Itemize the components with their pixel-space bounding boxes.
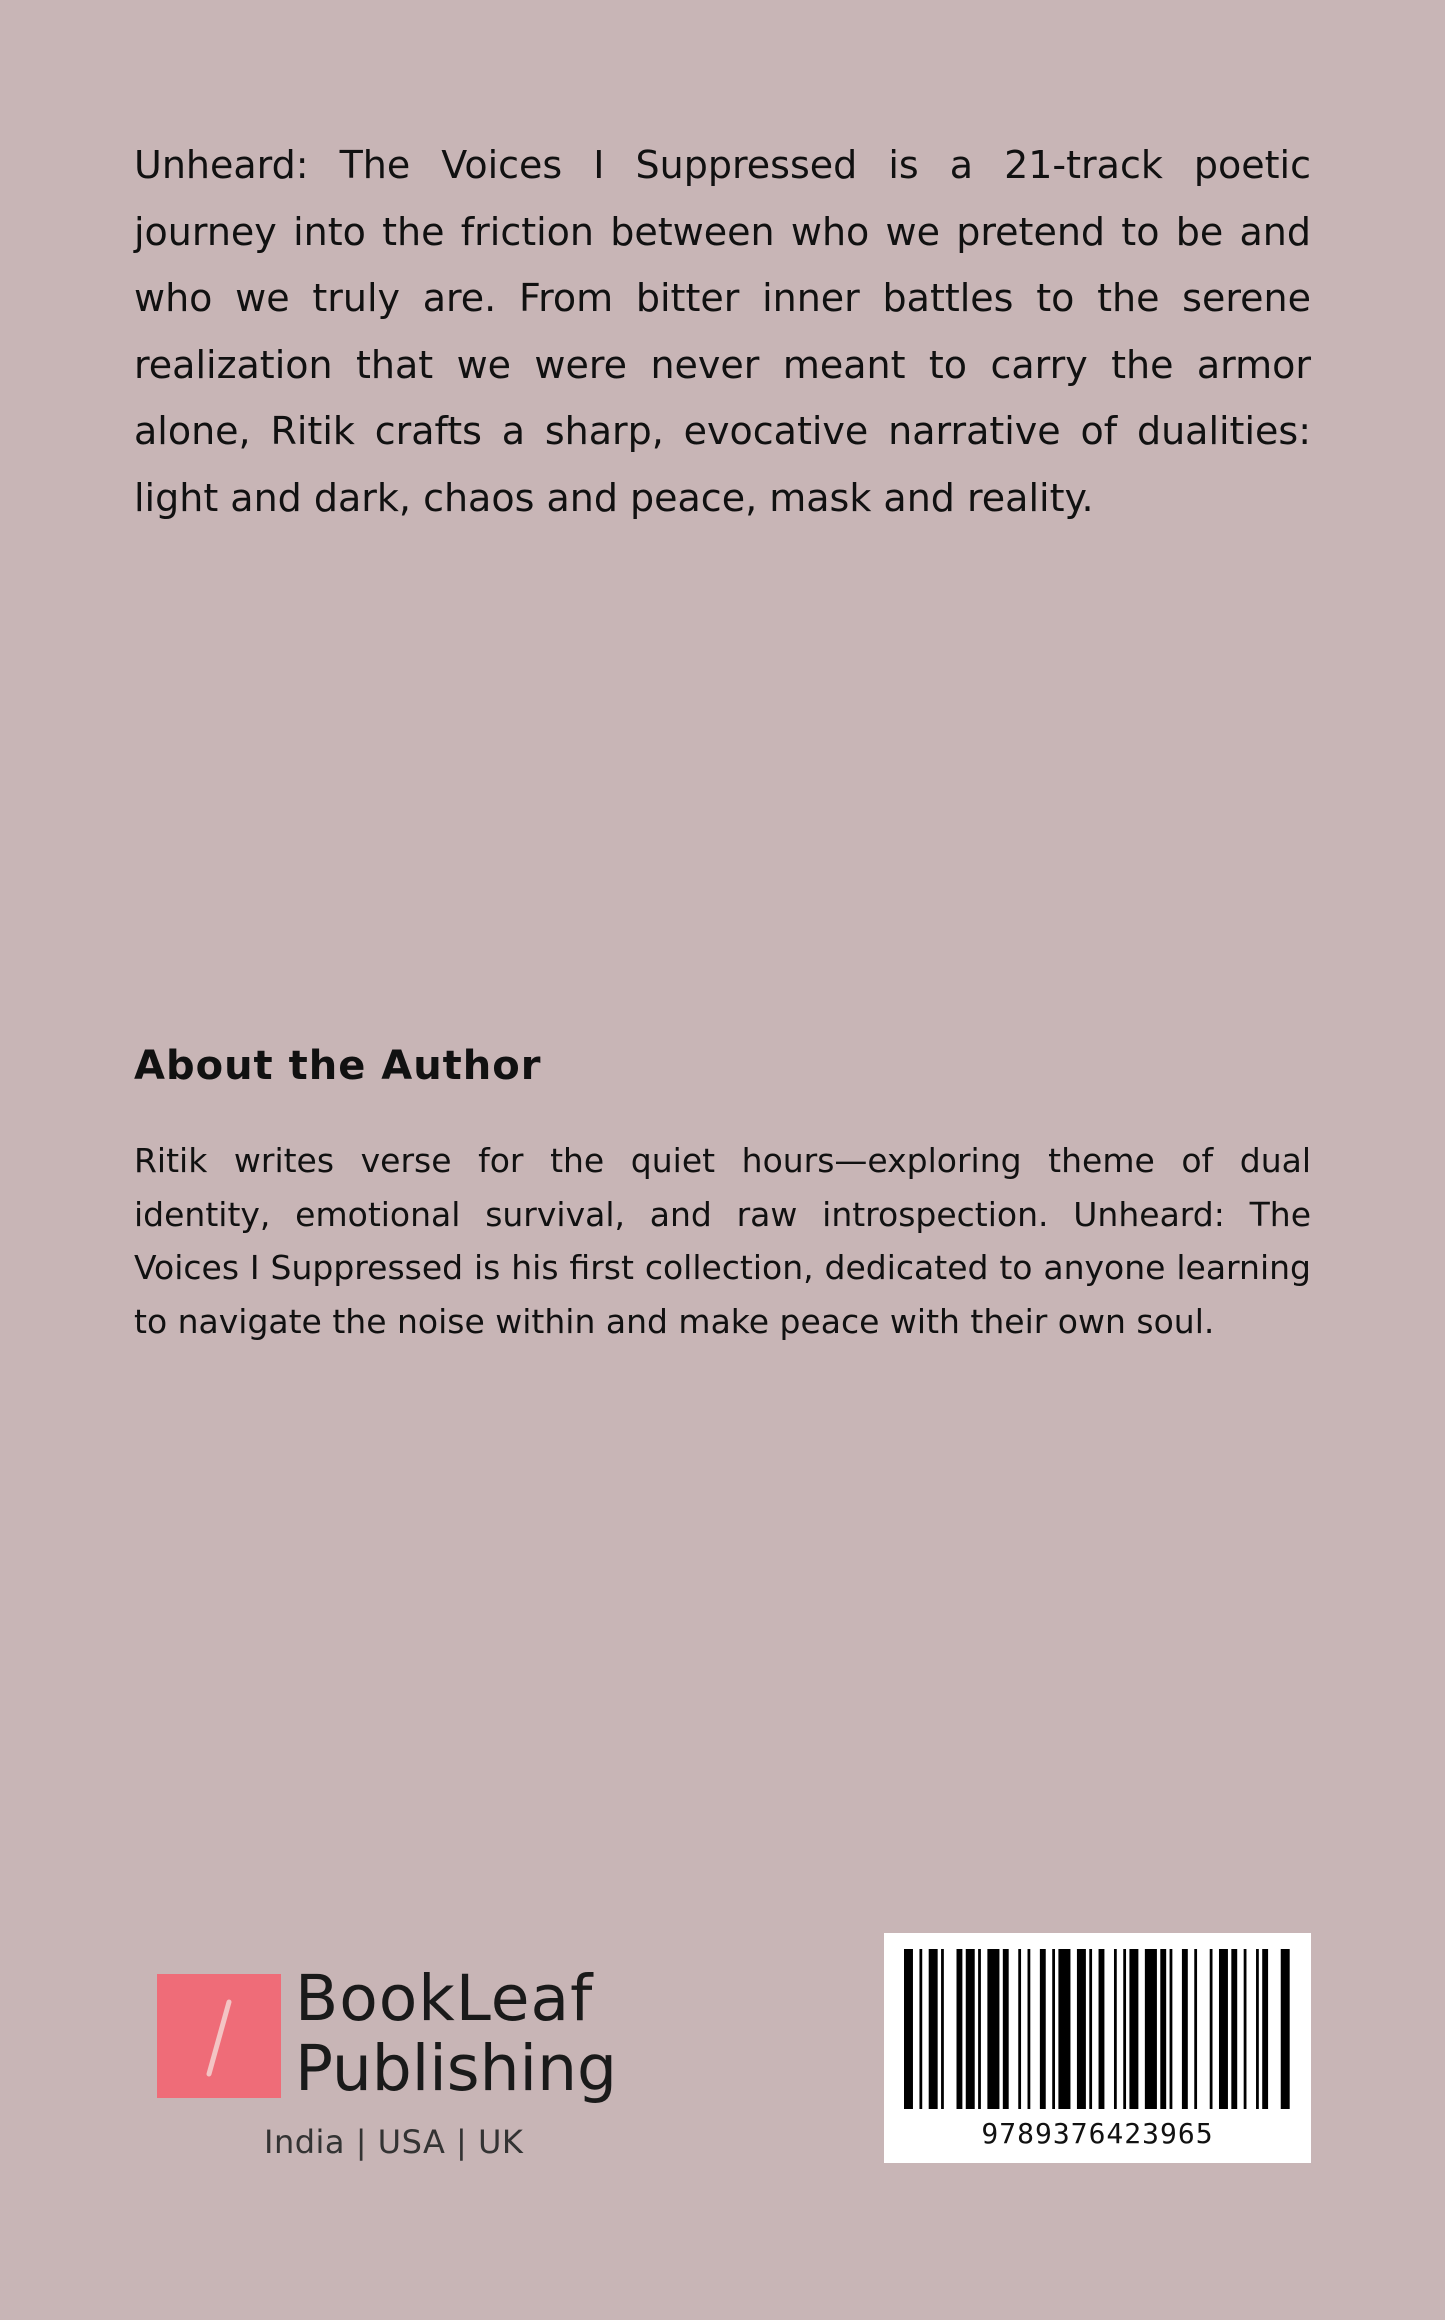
publisher-name-line2: Publishing <box>295 2032 617 2105</box>
isbn-number: 9789376423965 <box>981 2117 1214 2150</box>
publisher-locations: India | USA | UK <box>264 2123 524 2161</box>
slash-mark-icon <box>157 1974 281 2098</box>
author-bio: Ritik writes verse for the quiet hours—exploring theme of dual identity, emotional survival, and raw introspection. Unheard: The Voices I Suppressed is his first collection, dedicated to anyone learning to navigate the noise within and make peace with their own soul. <box>134 1141 1311 1341</box>
isbn-barcode <box>884 1933 1311 2163</box>
book-blurb: Unheard: The Voices I Suppressed is a 21-track poetic journey into the friction between who we pretend to be and who we truly are. From bitter inner battles to the serene realization that we were never meant to carry the armor alone, Ritik crafts a sharp, evocative narrative of dualities: light and dark, chaos and peace, mask and reality. <box>134 143 1311 520</box>
barcode-icon <box>900 1949 1295 2111</box>
publisher-name-line1: BookLeaf <box>295 1962 594 2035</box>
publisher-logo <box>157 1962 617 2170</box>
about-author-heading: About the Author <box>134 1043 542 1089</box>
